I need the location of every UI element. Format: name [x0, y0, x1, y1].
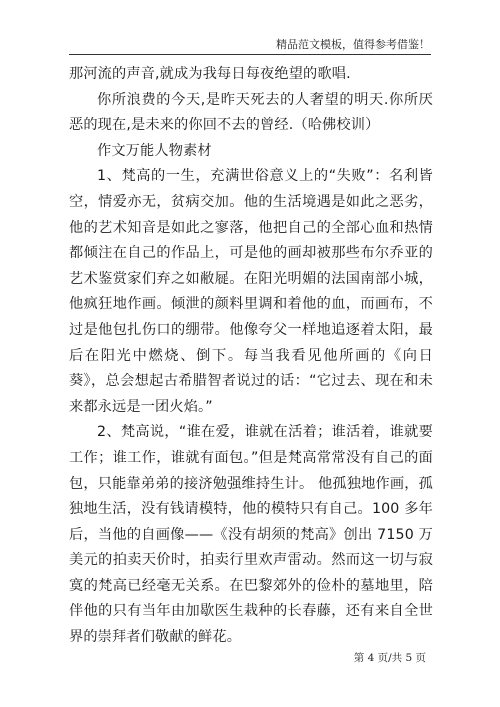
document-body	[69, 62, 433, 651]
page-header	[0, 0, 500, 60]
section-heading: 作文万能人物素材	[97, 142, 212, 159]
body-paragraph-item-1: 1、梵高的一生，充满世俗意义上的“失败”：名利皆空，情爱亦无，贫病交加。他的生活境遇是如此之恶劣，他的艺术知音是如此之寥落，他把自己的全部心血和热情都倾注在自己的作品上，可是他的画却被那些布尔乔亚的艺术鉴赏家们弃之如敝屣。在阳光明媚的法国南部小城，他疯狂地作画。倾泄的颜料里调和着他的血，而画布，不过是他包扎伤口的绷带。他像夸父一样地追逐着太阳，最后在阳光中燃烧、倒下。每当我看见他所画的《向日葵》，总会想起古希腊智者说过的话：“它过去、现在和未来都永远是一团火焰。”	[69, 168, 433, 415]
body-paragraph-item-2: 2、梵高说，“谁在爱，谁就在活着；谁活着，谁就要工作；谁工作，谁就有面包。”但是梵高常常没有自己的面包，只能靠弟弟的接济勉强维持生计。 他孤独地作画，孤独地生活，没有钱请模特，他的模特只有自己。100 多年后，当他的自画像——《没有胡须的梵高》创出 7150 万美元的拍卖天价时，拍卖行里欢声雷动。然而这一切与寂寞的梵高已经毫无关系。在巴黎郊外的俭朴的墓地里，陪伴他的只有当年由加歇医生栽种的长春藤，还有来自全世界的崇拜者们敬献的鲜花。	[69, 424, 433, 646]
body-paragraph-motto: 你所浪费的今天,是昨天死去的人奢望的明天.你所厌恶的现在,是未来的你回不去的曾经.（哈佛校训）	[69, 91, 433, 134]
page-footer	[0, 650, 500, 665]
page-number: 第 4 页/共 5 页	[353, 652, 426, 664]
header-text: 精品范文模板，值得参考借鉴！	[276, 38, 430, 51]
header-rule	[69, 54, 431, 55]
body-paragraph-continuation: 那河流的声音,就成为我每日每夜绝望的歌唱.	[69, 66, 351, 82]
